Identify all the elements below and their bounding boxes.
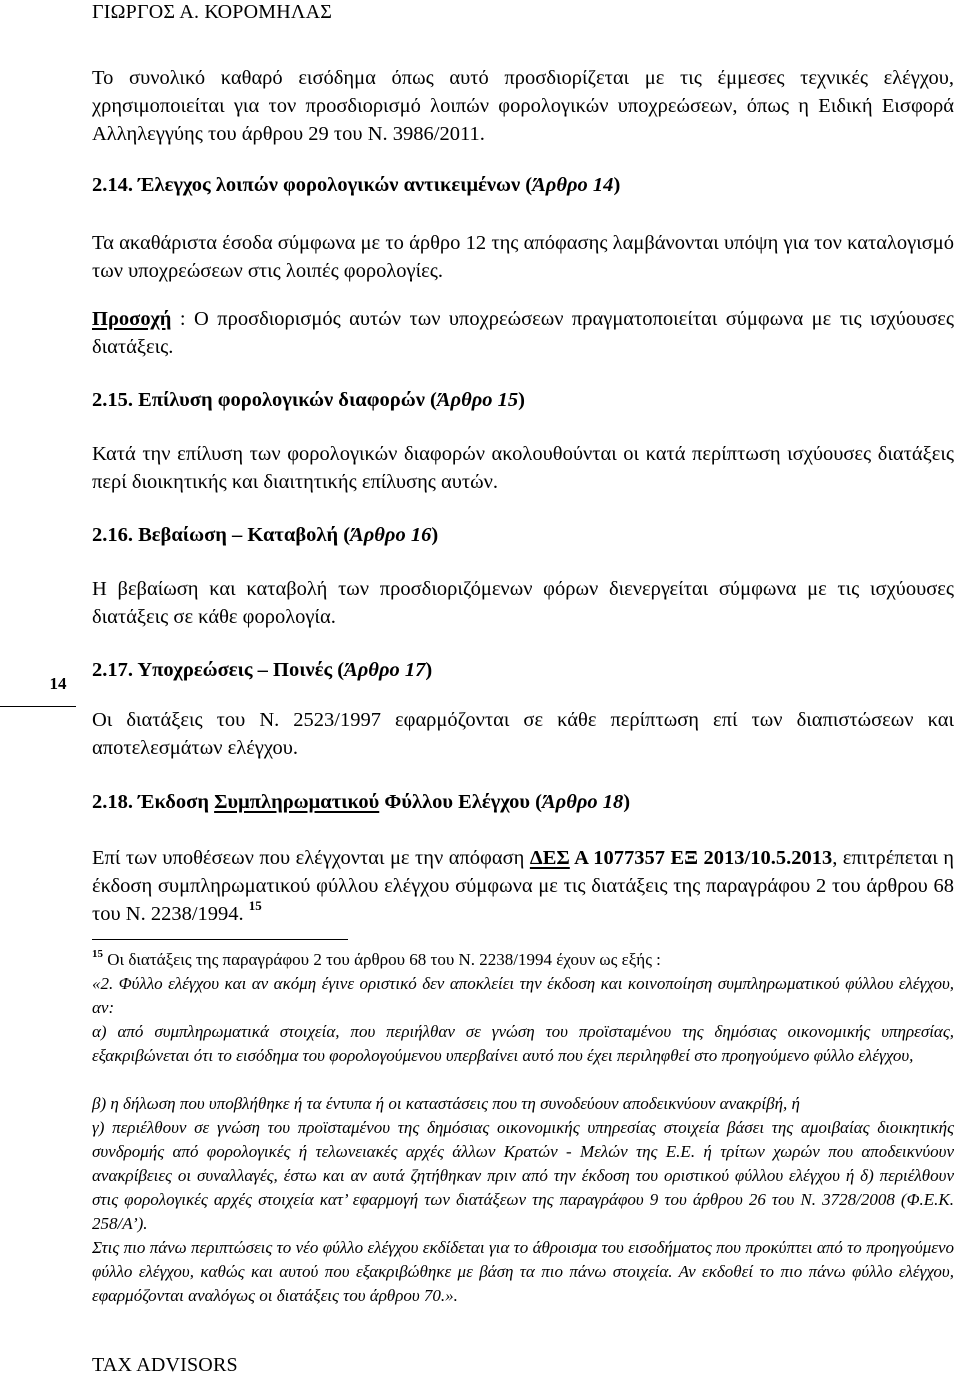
- section-number: 2.14.: [92, 174, 133, 196]
- section-2-14-text: Τα ακαθάριστα έσοδα σύμφωνα με το άρθρο 12 της απόφασης λαμβάνονται υπόψη για τον καταλογισμό των υποχρεώσεων στις λοιπές φορολογίες.: [92, 232, 954, 282]
- section-title-rest: Φύλλου Ελέγχου: [379, 791, 531, 813]
- section-title: Υποχρεώσεις – Ποινές: [137, 659, 333, 681]
- section-2-16-text: Η βεβαίωση και καταβολή των προσδιοριζόμενων φόρων διενεργείται σύμφωνα με τις ισχύουσες διατάξεις σε κάθε φορολογία.: [92, 578, 954, 628]
- article-ref: Άρθρο 16: [350, 524, 432, 546]
- note-label: Προσοχή: [92, 308, 172, 330]
- article-ref: Άρθρο 18: [541, 791, 624, 813]
- decision-code-underlined: ΔΕΣ: [529, 847, 570, 869]
- footnote-paragraph-2: α) από συμπληρωματικά στοιχεία, που περιήλθαν σε γνώση του προϊσταμένου της δημόσιας οικονομικής υπηρεσίας, εξακριβώνεται ότι το εισόδημα του φορολογούμενου υπερβαίνει αυτό που έχει περιληφθεί στο προηγούμενο φύλλο ελέγχου,: [92, 1022, 954, 1065]
- article-ref-close: ): [613, 174, 621, 196]
- section-title: Έλεγχος λοιπών φορολογικών αντικειμένων: [138, 174, 521, 196]
- section-2-15-heading: [92, 386, 954, 414]
- running-footer-brand: TAX ADVISORS: [92, 1354, 238, 1376]
- section-number: 2.15.: [92, 389, 133, 411]
- article-ref: Άρθρο 15: [436, 389, 519, 411]
- section-title: Βεβαίωση – Καταβολή: [138, 524, 339, 546]
- section-number: 2.17.: [92, 659, 133, 681]
- article-ref-open: (: [337, 659, 345, 681]
- section-number: 2.16.: [92, 524, 133, 546]
- text-before: Επί των υποθέσεων που ελέγχονται με την απόφαση: [92, 847, 530, 869]
- footnote-separator: [92, 939, 348, 940]
- footnote-intro: [92, 948, 954, 972]
- section-2-14-note: [92, 305, 954, 361]
- decision-code: Α 1077357 ΕΞ 2013/10.5.2013: [569, 847, 833, 869]
- intro-paragraph: Το συνολικό καθαρό εισόδημα όπως αυτό προσδιορίζεται με τις έμμεσες τεχνικές ελέγχου, χρησιμοποιείται για τον προσδιορισμό λοιπών φορολογικών υποχρεώσεων, όπως η Ειδική Εισφορά Αλληλεγγύης του άρθρου 29 του Ν. 3986/2011.: [92, 67, 954, 145]
- footnote-paragraph-5: Στις πιο πάνω περιπτώσεις το νέο φύλλο ελέγχου εκδίδεται για το άθροισμα του εισοδήματος που προκύπτει από το προηγούμενο φύλλο ελέγχου, καθώς και αυτού που εξακριβώθηκε με βάση τα πιο πάνω στοιχεία. Αν εκδοθεί το πιο πάνω φύλλο ελέγχου, εφαρμόζονται αναλόγως οι διατάξεις του άρθρου 70.».: [92, 1238, 954, 1305]
- margin-page-number: 14: [49, 674, 67, 693]
- running-header-author: ΓΙΩΡΓΟΣ Α. ΚΟΡΟΜΗΛΑΣ: [92, 1, 333, 23]
- article-ref-close: ): [425, 659, 433, 681]
- article-ref-close: ): [623, 791, 631, 813]
- footnote-paragraph-3: β) η δήλωση που υποβλήθηκε ή τα έντυπα ή οι καταστάσεις που τη συνοδεύουν αποδεικνύουν ανακρίβή, ή: [92, 1094, 800, 1113]
- section-2-18-text: [92, 844, 954, 928]
- section-title-plain: Έκδοση: [138, 791, 215, 813]
- article-ref-open: (: [430, 389, 437, 411]
- section-2-18-heading: [92, 788, 954, 816]
- article-ref: Άρθρο 14: [532, 174, 614, 196]
- section-2-17-heading: [92, 656, 954, 684]
- section-2-14-heading: [92, 171, 954, 199]
- section-title-underlined: Συμπληρωματικού: [214, 791, 380, 813]
- article-ref: Άρθρο 17: [344, 659, 426, 681]
- section-2-15-text: Κατά την επίλυση των φορολογικών διαφορών ακολουθούνται οι κατά περίπτωση ισχύουσες διατάξεις περί διοικητικής και διαιτητικής επίλυσης αυτών.: [92, 443, 954, 493]
- note-text: : Ο προσδιορισμός αυτών των υποχρεώσεων πραγματοποιείται σύμφωνα με τις ισχύουσες διατάξεις.: [92, 308, 954, 358]
- section-title: Επίλυση φορολογικών διαφορών: [138, 389, 425, 411]
- article-ref-open: (: [525, 174, 533, 196]
- article-ref-close: ): [431, 524, 439, 546]
- article-ref-close: ): [518, 389, 525, 411]
- footnote-intro-text: Οι διατάξεις της παραγράφου 2 του άρθρου 68 του Ν. 2238/1994 έχουν ως εξής :: [103, 950, 661, 969]
- section-2-16-heading: [92, 521, 954, 549]
- section-number: 2.18.: [92, 791, 133, 813]
- section-2-17-text: Οι διατάξεις του Ν. 2523/1997 εφαρμόζονται σε κάθε περίπτωση επί των διαπιστώσεων και αποτελεσμάτων ελέγχου.: [92, 709, 954, 759]
- footnote-reference[interactable]: 15: [248, 898, 262, 913]
- footnote-paragraph-4: γ) περιέλθουν σε γνώση του προϊσταμένου της δημόσιας οικονομικής υπηρεσίας στοιχεία βάσει της αμοιβαίας διοικητικής συνδρομής από φορολογικές ή τελωνειακές αρχές άλλων Κρατών - Μελών της Ε.Ε. ή τρίτων χωρών που αποδεικνύουν ανακρίβειες οι συναλλαγές, έστω και αν αυτά ζητήθηκαν πριν από την έκδοση του οριστικού φύλλου ελέγχου ή δ) περιέλθουν στις φορολογικές αρχές στοιχεία κατ’ εφαρμογή των διατάξεων της παραγράφου 9 του άρθρου 26 του Ν. 3728/2008 (Φ.Ε.Κ. 258/Α’).: [92, 1118, 954, 1233]
- page-number-rule: [0, 706, 76, 707]
- footnote-paragraph-1: «2. Φύλλο ελέγχου και αν ακόμη έγινε οριστικό δεν αποκλείει την έκδοση και κοινοποίηση συμπληρωματικού φύλλου ελέγχου, αν:: [92, 974, 954, 1017]
- article-ref-open: (: [343, 524, 351, 546]
- text-after: , επιτρέπεται η έκδοση συμπληρωματικού φύλλου ελέγχου σύμφωνα με τις διατάξεις της παραγράφου 2 του άρθρου 68 του Ν. 2238/1994.: [92, 847, 955, 925]
- article-ref-open: (: [535, 791, 542, 813]
- footnote-number: 15: [92, 948, 103, 960]
